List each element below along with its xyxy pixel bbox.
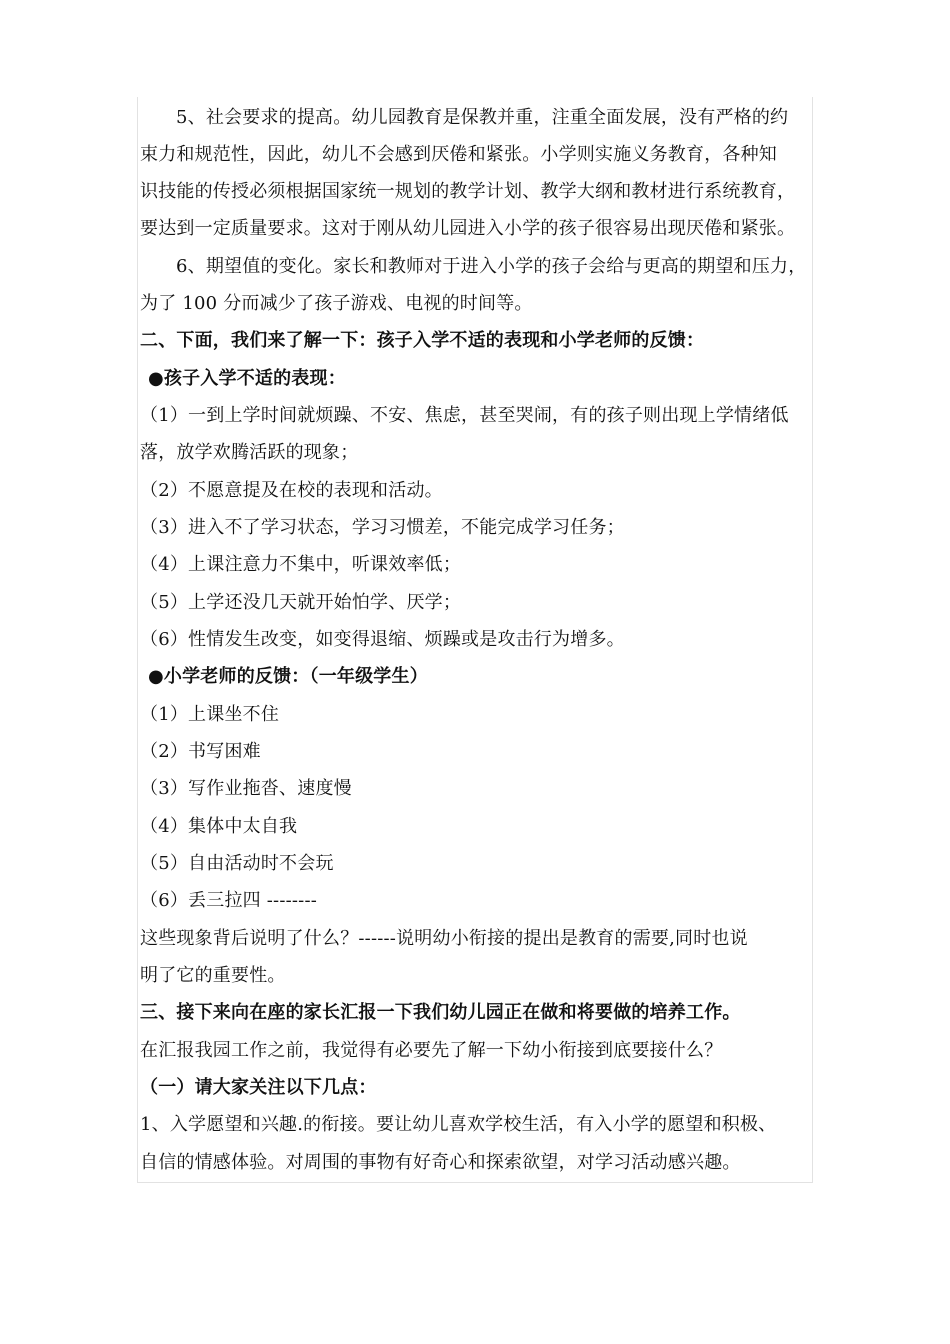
subheading: ●小学老师的反馈：（一年级学生） bbox=[148, 666, 428, 687]
paragraph-line: 在汇报我园工作之前，我觉得有必要先了解一下幼小衔接到底要接什么？ bbox=[140, 1040, 723, 1061]
subheading: （一）请大家关注以下几点： bbox=[140, 1077, 377, 1098]
paragraph-line: 自信的情感体验。对周围的事物有好奇心和探索欲望，对学习活动感兴趣。 bbox=[140, 1152, 741, 1173]
list-item: （5）自由活动时不会玩 bbox=[140, 853, 334, 874]
section-heading: 三、接下来向在座的家长汇报一下我们幼儿园正在做和将要做的培养工作。 bbox=[140, 1002, 741, 1023]
list-item: （3）进入不了学习状态，学习习惯差，不能完成学习任务； bbox=[140, 517, 625, 538]
paragraph-line: 1、入学愿望和兴趣.的衔接。要让幼儿喜欢学校生活，有入小学的愿望和积极、 bbox=[140, 1114, 777, 1135]
list-item: （6）丢三拉四 -------- bbox=[140, 890, 318, 911]
paragraph-line: 明了它的重要性。 bbox=[140, 965, 286, 986]
list-item: （5）上学还没几天就开始怕学、厌学； bbox=[140, 592, 462, 613]
paragraph-line: 这些现象背后说明了什么？------说明幼小衔接的提出是教育的需要,同时也说 bbox=[140, 928, 748, 949]
paragraph-line: 识技能的传授必须根据国家统一规划的教学计划、教学大纲和教材进行系统教育， bbox=[140, 181, 796, 202]
subheading: ●孩子入学不适的表现： bbox=[148, 368, 346, 389]
paragraph-line: 束力和规范性，因此，幼儿不会感到厌倦和紧张。小学则实施义务教育，各种知 bbox=[140, 144, 777, 165]
list-item: （2）不愿意提及在校的表现和活动。 bbox=[140, 480, 443, 501]
list-item: （4）集体中太自我 bbox=[140, 816, 298, 837]
section-heading: 二、下面，我们来了解一下：孩子入学不适的表现和小学老师的反馈： bbox=[140, 330, 705, 351]
paragraph-line: 6、期望值的变化。家长和教师对于进入小学的孩子会给与更高的期望和压力， bbox=[176, 256, 807, 277]
list-item-continuation: 落，放学欢腾活跃的现象； bbox=[140, 442, 359, 463]
paragraph-line: 5、社会要求的提高。幼儿园教育是保教并重，注重全面发展，没有严格的约 bbox=[176, 107, 789, 128]
list-item: （1）一到上学时间就烦躁、不安、焦虑，甚至哭闹，有的孩子则出现上学情绪低 bbox=[140, 405, 789, 426]
list-item: （4）上课注意力不集中，听课效率低； bbox=[140, 554, 462, 575]
list-item: （2）书写困难 bbox=[140, 741, 261, 762]
paragraph-line: 为了 100 分而减少了孩子游戏、电视的时间等。 bbox=[140, 293, 533, 314]
paragraph-line: 要达到一定质量要求。这对于刚从幼儿园进入小学的孩子很容易出现厌倦和紧张。 bbox=[140, 218, 796, 239]
list-item: （1）上课坐不住 bbox=[140, 704, 280, 725]
list-item: （3）写作业拖沓、速度慢 bbox=[140, 778, 352, 799]
list-item: （6）性情发生改变，如变得退缩、烦躁或是攻击行为增多。 bbox=[140, 629, 625, 650]
